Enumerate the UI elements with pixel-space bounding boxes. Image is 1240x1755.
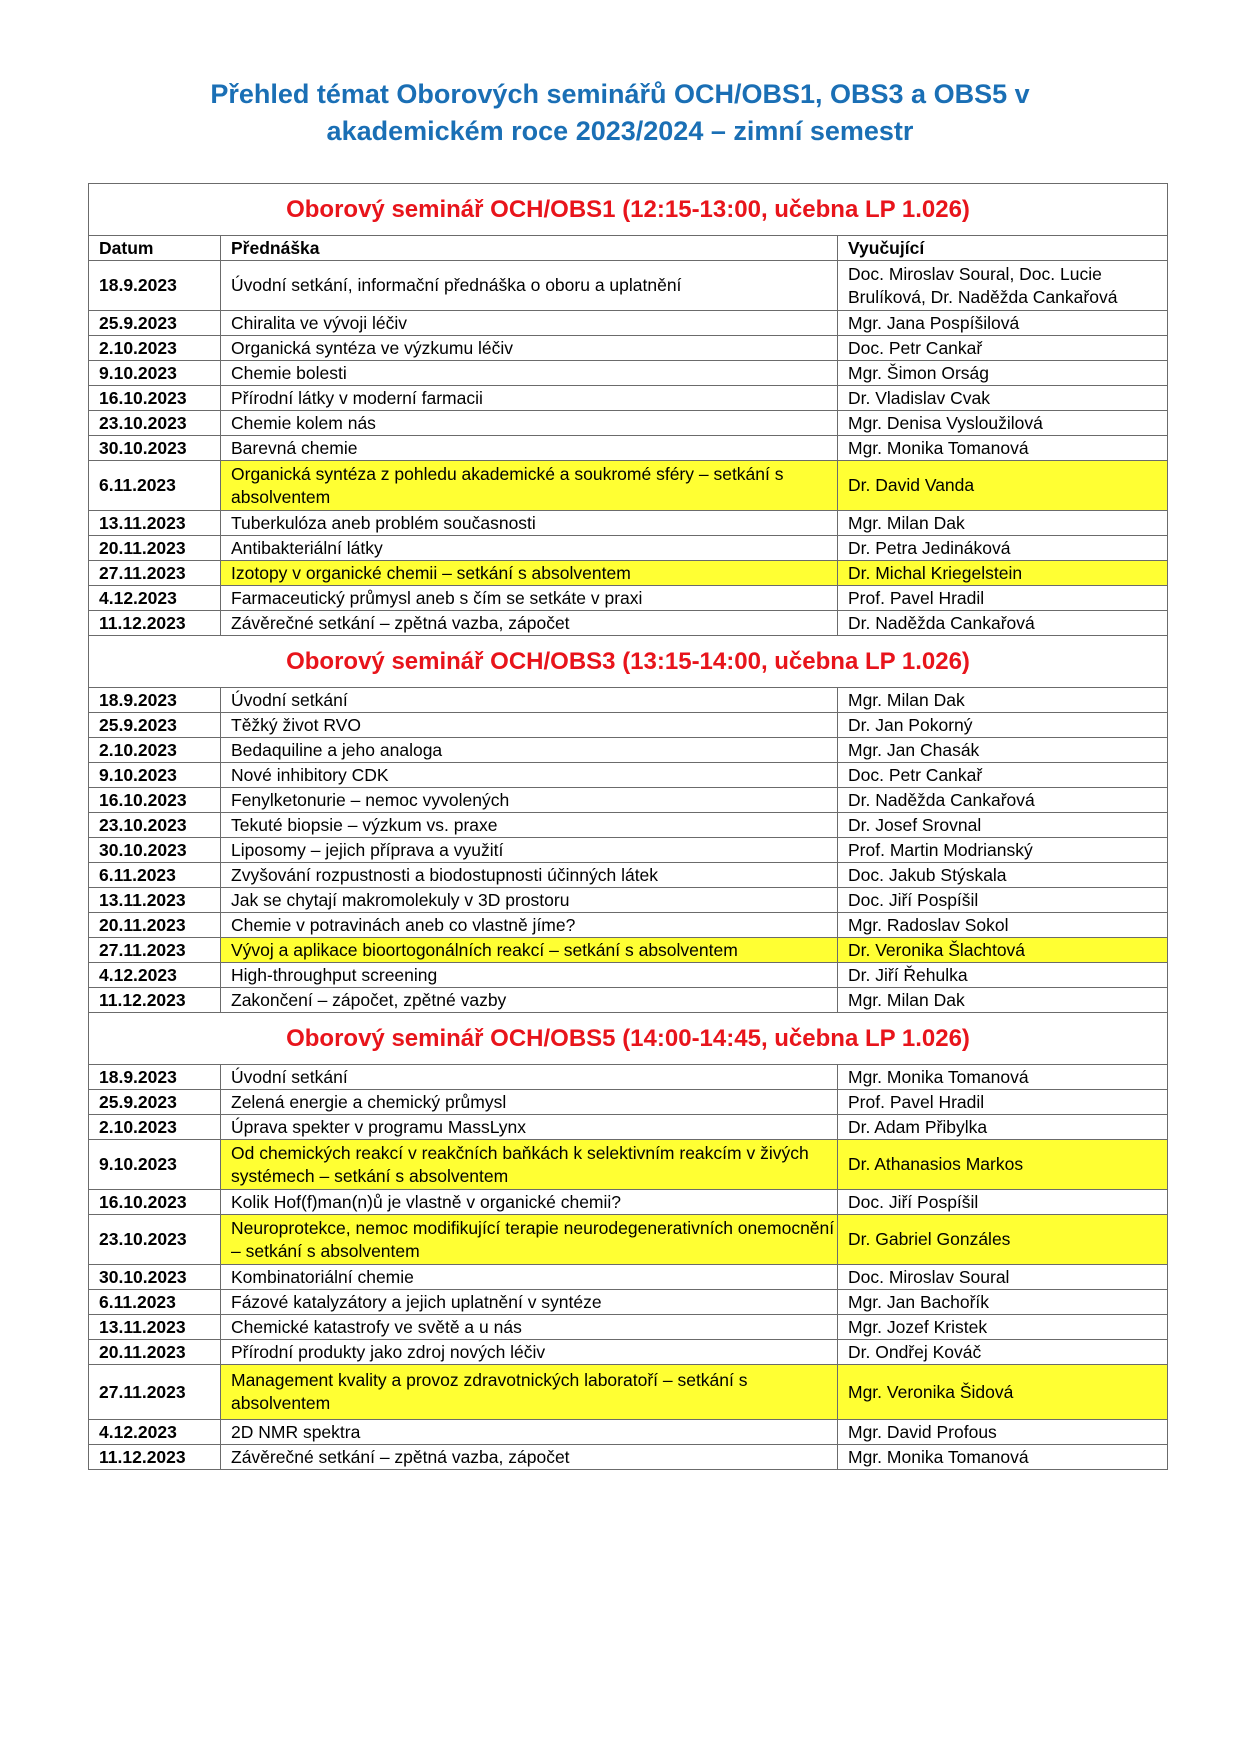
lecturer-name: Mgr. David Profous [838,1420,1168,1445]
table-row [89,386,1168,411]
lecturer-name: Dr. Athanasios Markos [838,1140,1168,1190]
lecture-date: 9.10.2023 [89,1140,221,1190]
lecture-topic: Přírodní produkty jako zdroj nových léčiv [221,1340,838,1365]
lecture-date: 30.10.2023 [89,838,221,863]
lecturer-name: Doc. Miroslav Soural [838,1265,1168,1290]
lecture-topic: Chemické katastrofy ve světě a u nás [221,1315,838,1340]
lecturer-name: Mgr. Milan Dak [838,688,1168,713]
lecturer-name: Mgr. Monika Tomanová [838,1445,1168,1470]
lecture-date: 23.10.2023 [89,1215,221,1265]
lecture-topic: Úvodní setkání [221,688,838,713]
table-row [89,1190,1168,1215]
table-row [89,913,1168,938]
section-heading-row [89,636,1168,688]
lecture-date: 27.11.2023 [89,1365,221,1420]
table-row [89,838,1168,863]
lecture-date: 23.10.2023 [89,411,221,436]
section-heading-row [89,184,1168,236]
lecture-date: 27.11.2023 [89,938,221,963]
lecture-date: 13.11.2023 [89,511,221,536]
lecture-topic: Farmaceutický průmysl aneb s čím se setkáte v praxi [221,586,838,611]
lecture-date: 30.10.2023 [89,436,221,461]
lecturer-name: Mgr. Denisa Vysloužilová [838,411,1168,436]
table-row [89,713,1168,738]
column-header-teacher: Vyučující [838,236,1168,261]
table-row [89,738,1168,763]
lecture-date: 20.11.2023 [89,913,221,938]
table-row [89,863,1168,888]
lecture-topic: Bedaquiline a jeho analoga [221,738,838,763]
lecturer-name: Dr. Veronika Šlachtová [838,938,1168,963]
lecture-topic: Organická syntéza z pohledu akademické a soukromé sféry – setkání s absolventem [221,461,838,511]
table-row [89,536,1168,561]
lecture-topic: 2D NMR spektra [221,1420,838,1445]
lecturer-name: Dr. Naděžda Cankařová [838,611,1168,636]
lecture-date: 4.12.2023 [89,1420,221,1445]
lecture-topic: Vývoj a aplikace bioortogonálních reakcí – setkání s absolventem [221,938,838,963]
lecturer-name: Prof. Martin Modrianský [838,838,1168,863]
lecturer-name: Dr. Vladislav Cvak [838,386,1168,411]
lecture-date: 30.10.2023 [89,1265,221,1290]
lecture-topic: Závěrečné setkání – zpětná vazba, zápočet [221,611,838,636]
lecture-topic: Neuroprotekce, nemoc modifikující terapie neurodegenerativních onemocnění – setkání s absolventem [221,1215,838,1265]
lecturer-name: Doc. Petr Cankař [838,763,1168,788]
lecture-date: 16.10.2023 [89,1190,221,1215]
lecturer-name: Dr. Jan Pokorný [838,713,1168,738]
title-line-1: Přehled témat Oborových seminářů OCH/OBS1, OBS3 a OBS5 v [210,79,1030,109]
lecturer-name: Mgr. Milan Dak [838,988,1168,1013]
table-row [89,813,1168,838]
lecture-topic: Fenylketonurie – nemoc vyvolených [221,788,838,813]
lecture-date: 18.9.2023 [89,688,221,713]
lecturer-name: Doc. Jiří Pospíšil [838,888,1168,913]
section-heading: Oborový seminář OCH/OBS3 (13:15-14:00, učebna LP 1.026) [89,636,1168,688]
lecture-date: 16.10.2023 [89,386,221,411]
lecture-topic: Tekuté biopsie – výzkum vs. praxe [221,813,838,838]
lecture-date: 6.11.2023 [89,863,221,888]
table-row [89,1315,1168,1340]
lecturer-name: Dr. Petra Jedináková [838,536,1168,561]
section-heading: Oborový seminář OCH/OBS5 (14:00-14:45, učebna LP 1.026) [89,1013,1168,1065]
lecture-topic: Chemie v potravinách aneb co vlastně jíme? [221,913,838,938]
section-heading-row [89,1013,1168,1065]
table-row [89,888,1168,913]
lecturer-name: Dr. Adam Přibylka [838,1115,1168,1140]
lecturer-name: Mgr. Milan Dak [838,511,1168,536]
table-row [89,1115,1168,1140]
lecture-date: 11.12.2023 [89,611,221,636]
lecture-date: 9.10.2023 [89,361,221,386]
lecturer-name: Prof. Pavel Hradil [838,586,1168,611]
lecture-date: 2.10.2023 [89,738,221,763]
table-row [89,963,1168,988]
lecturer-name: Doc. Petr Cankař [838,336,1168,361]
table-row [89,1265,1168,1290]
lecture-date: 2.10.2023 [89,336,221,361]
table-row [89,1090,1168,1115]
table-row [89,788,1168,813]
lecturer-name: Prof. Pavel Hradil [838,1090,1168,1115]
lecturer-name: Mgr. Jan Chasák [838,738,1168,763]
table-row [89,411,1168,436]
lecture-topic: Těžký život RVO [221,713,838,738]
title-line-2: akademickém roce 2023/2024 – zimní semestr [326,116,914,146]
lecturer-name: Dr. Jiří Řehulka [838,963,1168,988]
lecturer-name: Dr. Josef Srovnal [838,813,1168,838]
table-row [89,1290,1168,1315]
lecture-topic: Fázové katalyzátory a jejich uplatnění v syntéze [221,1290,838,1315]
lecture-topic: Chiralita ve vývoji léčiv [221,311,838,336]
table-row [89,1365,1168,1420]
lecture-date: 18.9.2023 [89,261,221,311]
column-header-date: Datum [89,236,221,261]
table-row [89,261,1168,311]
lecturer-name: Doc. Miroslav Soural, Doc. Lucie Brulíková, Dr. Naděžda Cankařová [838,261,1168,311]
section-heading: Oborový seminář OCH/OBS1 (12:15-13:00, učebna LP 1.026) [89,184,1168,236]
lecture-topic: Kombinatoriální chemie [221,1265,838,1290]
lecture-date: 16.10.2023 [89,788,221,813]
table-row [89,688,1168,713]
lecturer-name: Mgr. Radoslav Sokol [838,913,1168,938]
lecture-topic: Chemie kolem nás [221,411,838,436]
lecturer-name: Mgr. Veronika Šidová [838,1365,1168,1420]
table-row [89,336,1168,361]
lecture-date: 11.12.2023 [89,1445,221,1470]
lecture-topic: Chemie bolesti [221,361,838,386]
table-row [89,1420,1168,1445]
document-title [0,76,1240,150]
lecture-topic: Tuberkulóza aneb problém současnosti [221,511,838,536]
lecture-date: 27.11.2023 [89,561,221,586]
table-row [89,511,1168,536]
lecture-date: 4.12.2023 [89,963,221,988]
lecture-date: 9.10.2023 [89,763,221,788]
table-row [89,361,1168,386]
lecture-topic: Izotopy v organické chemii – setkání s absolventem [221,561,838,586]
lecturer-name: Dr. David Vanda [838,461,1168,511]
lecture-date: 18.9.2023 [89,1065,221,1090]
lecture-topic: Management kvality a provoz zdravotnických laboratoří – setkání s absolventem [221,1365,838,1420]
lecturer-name: Dr. Ondřej Kováč [838,1340,1168,1365]
lecture-topic: Kolik Hof(f)man(n)ů je vlastně v organické chemii? [221,1190,838,1215]
column-header-row [89,236,1168,261]
table-row [89,1340,1168,1365]
table-row [89,436,1168,461]
table-row [89,1445,1168,1470]
lecture-topic: Zelená energie a chemický průmysl [221,1090,838,1115]
lecturer-name: Mgr. Jozef Kristek [838,1315,1168,1340]
lecture-date: 13.11.2023 [89,888,221,913]
lecturer-name: Mgr. Šimon Orság [838,361,1168,386]
lecture-topic: Barevná chemie [221,436,838,461]
lecture-date: 2.10.2023 [89,1115,221,1140]
lecturer-name: Dr. Michal Kriegelstein [838,561,1168,586]
lecture-date: 25.9.2023 [89,713,221,738]
lecture-date: 6.11.2023 [89,461,221,511]
lecture-topic: Přírodní látky v moderní farmacii [221,386,838,411]
table-row [89,938,1168,963]
lecture-topic: High-throughput screening [221,963,838,988]
lecture-date: 25.9.2023 [89,1090,221,1115]
lecture-date: 4.12.2023 [89,586,221,611]
lecture-topic: Od chemických reakcí v reakčních baňkách k selektivním reakcím v živých systémech – setkání s absolventem [221,1140,838,1190]
column-header-topic: Přednáška [221,236,838,261]
lecturer-name: Doc. Jiří Pospíšil [838,1190,1168,1215]
lecture-date: 25.9.2023 [89,311,221,336]
table-row [89,988,1168,1013]
lecturer-name: Doc. Jakub Stýskala [838,863,1168,888]
lecture-topic: Úprava spekter v programu MassLynx [221,1115,838,1140]
lecture-date: 20.11.2023 [89,1340,221,1365]
lecture-topic: Nové inhibitory CDK [221,763,838,788]
lecture-date: 6.11.2023 [89,1290,221,1315]
lecture-topic: Jak se chytají makromolekuly v 3D prostoru [221,888,838,913]
lecture-date: 11.12.2023 [89,988,221,1013]
table-row [89,561,1168,586]
lecturer-name: Mgr. Monika Tomanová [838,436,1168,461]
lecture-topic: Antibakteriální látky [221,536,838,561]
lecture-topic: Organická syntéza ve výzkumu léčiv [221,336,838,361]
lecture-topic: Zvyšování rozpustnosti a biodostupnosti účinných látek [221,863,838,888]
lecturer-name: Mgr. Jan Bachořík [838,1290,1168,1315]
table-row [89,311,1168,336]
lecture-date: 23.10.2023 [89,813,221,838]
lecture-topic: Závěrečné setkání – zpětná vazba, zápočet [221,1445,838,1470]
table-row [89,611,1168,636]
table-row [89,763,1168,788]
lecturer-name: Mgr. Jana Pospíšilová [838,311,1168,336]
lecturer-name: Dr. Naděžda Cankařová [838,788,1168,813]
lecturer-name: Mgr. Monika Tomanová [838,1065,1168,1090]
table-row [89,586,1168,611]
lecture-date: 13.11.2023 [89,1315,221,1340]
table-row [89,1215,1168,1265]
lecture-date: 20.11.2023 [89,536,221,561]
lecture-topic: Úvodní setkání, informační přednáška o oboru a uplatnění [221,261,838,311]
table-row [89,1140,1168,1190]
seminar-schedule-table [88,183,1168,1470]
lecturer-name: Dr. Gabriel Gonzáles [838,1215,1168,1265]
lecture-topic: Zakončení – zápočet, zpětné vazby [221,988,838,1013]
lecture-topic: Úvodní setkání [221,1065,838,1090]
lecture-topic: Liposomy – jejich příprava a využití [221,838,838,863]
table-row [89,461,1168,511]
table-row [89,1065,1168,1090]
